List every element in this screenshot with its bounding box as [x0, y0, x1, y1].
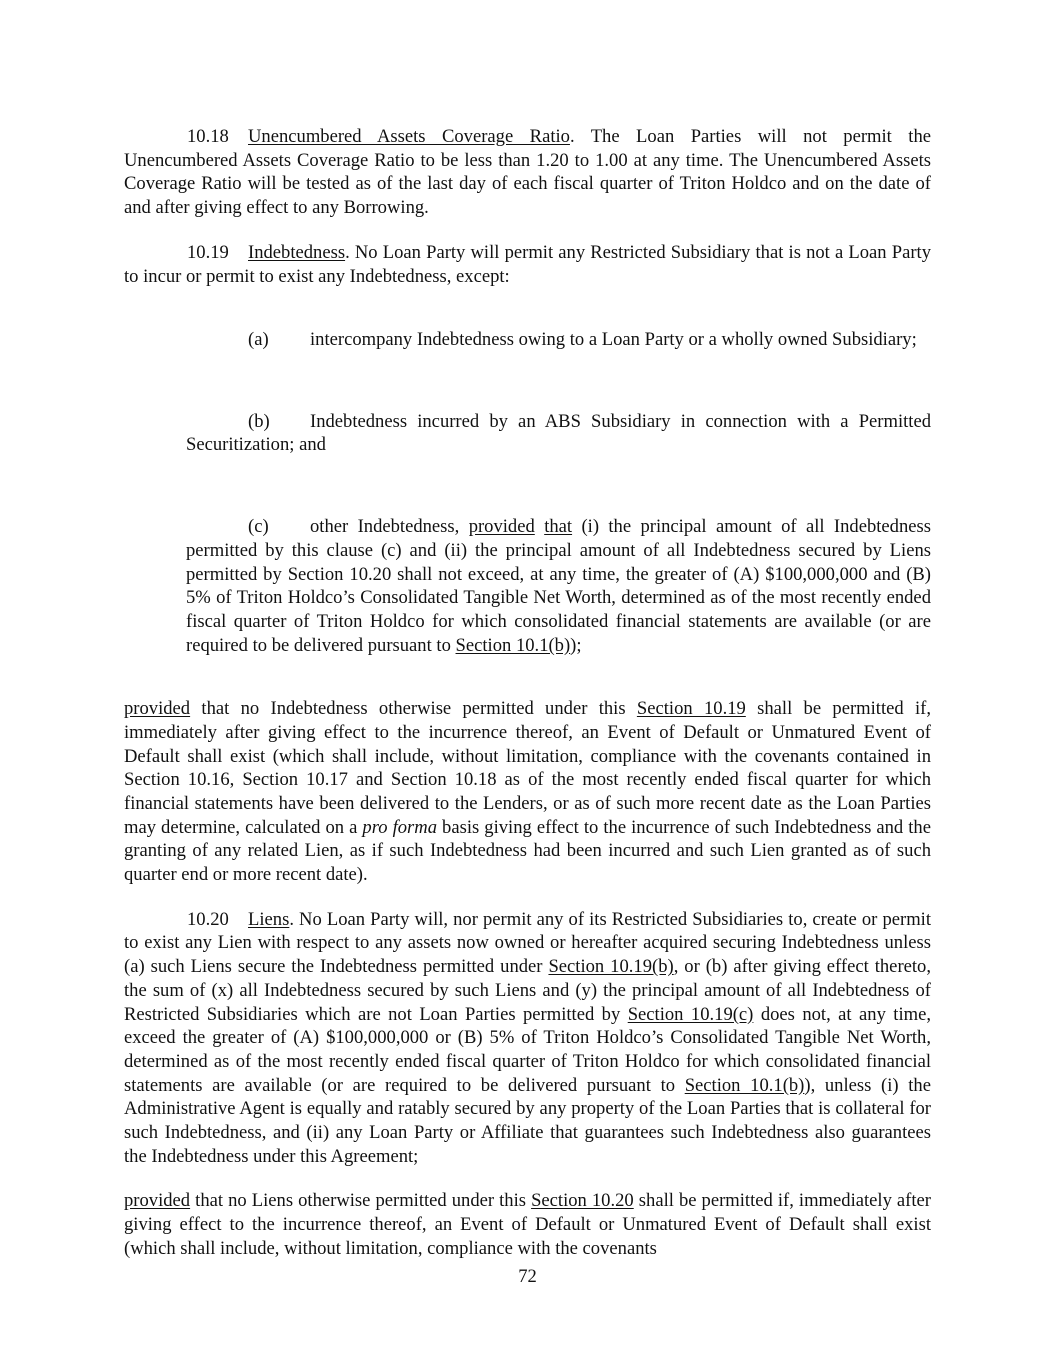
provided-term: provided: [468, 516, 535, 538]
clause-label: (b): [248, 410, 270, 432]
proviso-text: that no Liens otherwise permitted under this: [190, 1190, 532, 1212]
section-reference: Section 10.1(b): [684, 1074, 805, 1096]
clause-c: [186, 515, 931, 657]
clause-text: intercompany Indebtedness owing to a Loan Party or a wholly owned Subsidiary;: [310, 328, 917, 350]
section-10-18: [124, 125, 931, 220]
clause-b: [186, 410, 931, 457]
section-title: Liens: [248, 908, 290, 930]
clause-text: Indebtedness incurred by an ABS Subsidiary in connection with a Permitted Securitization; and: [186, 410, 931, 456]
proviso-text: that no Indebtedness otherwise permitted under this: [190, 698, 637, 720]
section-reference: Section 10.19(c): [627, 1003, 754, 1025]
section-body: , or (b) after giving effect thereto, the sum of (x) all Indebtedness secured by such Liens and (y) the principal amount of all Indebtedness of Restricted Subsidiaries which are not Loan Parties permitted by: [124, 956, 931, 1025]
section-10-19: [124, 241, 931, 288]
section-10-20: [124, 908, 931, 1169]
clause-tail: );: [570, 634, 582, 656]
section-reference: Section 10.19: [636, 698, 746, 720]
section-body: . No Loan Party will, nor permit any of its Restricted Subsidiaries to, create or permit to exist any Lien with respect to any assets now owned or hereafter acquired securing Indebtedness unless (a) such Liens secure the Indebtedness permitted under: [124, 908, 931, 978]
section-title: Unencumbered Assets Coverage Ratio: [248, 126, 570, 147]
proviso-text: shall be permitted if, immediately after giving effect to the incurrence thereof, an Event of Default or Unmatured Event of Default shall exist (which shall include, without limitation, compliance with the covenants contained in Section 10.16, Section 10.17 and Section 10.18 as of the most recently ended fiscal quarter for which financial statements have been delivered to the Lenders, or as of such more recent date as the Loan Parties may determine, calculated on a: [124, 698, 931, 838]
document-page: [124, 125, 931, 1261]
provided-term: provided: [124, 698, 191, 720]
clause-a: [186, 328, 931, 352]
clause-lead: other Indebtedness,: [310, 516, 469, 538]
section-number: 10.20: [187, 908, 229, 930]
section-body: . No Loan Party will permit any Restricted Subsidiary that is not a Loan Party to incur or permit to exist any Indebtedness, except:: [124, 241, 931, 287]
proviso-text: basis giving effect to the incurrence of such Indebtedness and the granting of any related Lien, as if such Indebtedness had been incurred and such Lien granted as of such quarter end or more recent date).: [124, 816, 931, 886]
section-body: . The Loan Parties will not permit the Unencumbered Assets Coverage Ratio to be less than 1.20 to 1.00 at any time. The Unencumbered Assets Coverage Ratio will be tested as of the last day of each fiscal quarter of Triton Holdco and on the date of and after giving effect to any Borrowing.: [124, 126, 931, 219]
proviso-10-20: [124, 1189, 931, 1260]
section-body: does not, at any time, exceed the greater of (A) $100,000,000 or (B) 5% of Triton Holdco’s Consolidated Tangible Net Worth, determined as of the most recently ended fiscal quarter of Triton Holdco for which consolidated financial statements are available (or are required to be delivered pursuant to: [124, 1003, 931, 1096]
italic-term: pro forma: [362, 816, 438, 838]
section-number: 10.19: [187, 241, 229, 263]
clause-label: (a): [248, 328, 269, 350]
proviso-10-19: [124, 697, 931, 887]
section-title: Indebtedness: [248, 241, 346, 263]
section-reference: Section 10.20: [531, 1190, 634, 1212]
section-number: 10.18: [187, 126, 229, 147]
page-number: 72: [518, 1266, 537, 1287]
clause-label: (c): [248, 516, 269, 538]
section-body: ), unless (i) the Administrative Agent is equally and ratably secured by any property of the Loan Parties that is collateral for such Indebtedness, and (ii) any Loan Party or Affiliate that guarantees such Indebtedness also guarantees the Indebtedness under this Agreement;: [124, 1074, 931, 1167]
proviso-text: shall be permitted if, immediately after giving effect to the incurrence thereof, an Event of Default or Unmatured Event of Default shall exist (which shall include, without limitation, compliance with the covenants: [124, 1190, 931, 1259]
section-reference: Section 10.19(b): [548, 956, 674, 978]
provided-term: provided: [124, 1190, 191, 1212]
clause-text: (i) the principal amount of all Indebtedness permitted by this clause (c) and (ii) the principal amount of all Indebtedness secured by Liens permitted by Section 10.20 shall not exceed, at any time, the greater of (A) $100,000,000 and (B) 5% of Triton Holdco’s Consolidated Tangible Net Worth, determined as of the most recently ended fiscal quarter of Triton Holdco for which consolidated financial statements are available (or are required to be delivered pursuant to: [186, 516, 931, 656]
that-term: that: [544, 516, 573, 538]
section-reference: Section 10.1(b): [455, 634, 571, 656]
